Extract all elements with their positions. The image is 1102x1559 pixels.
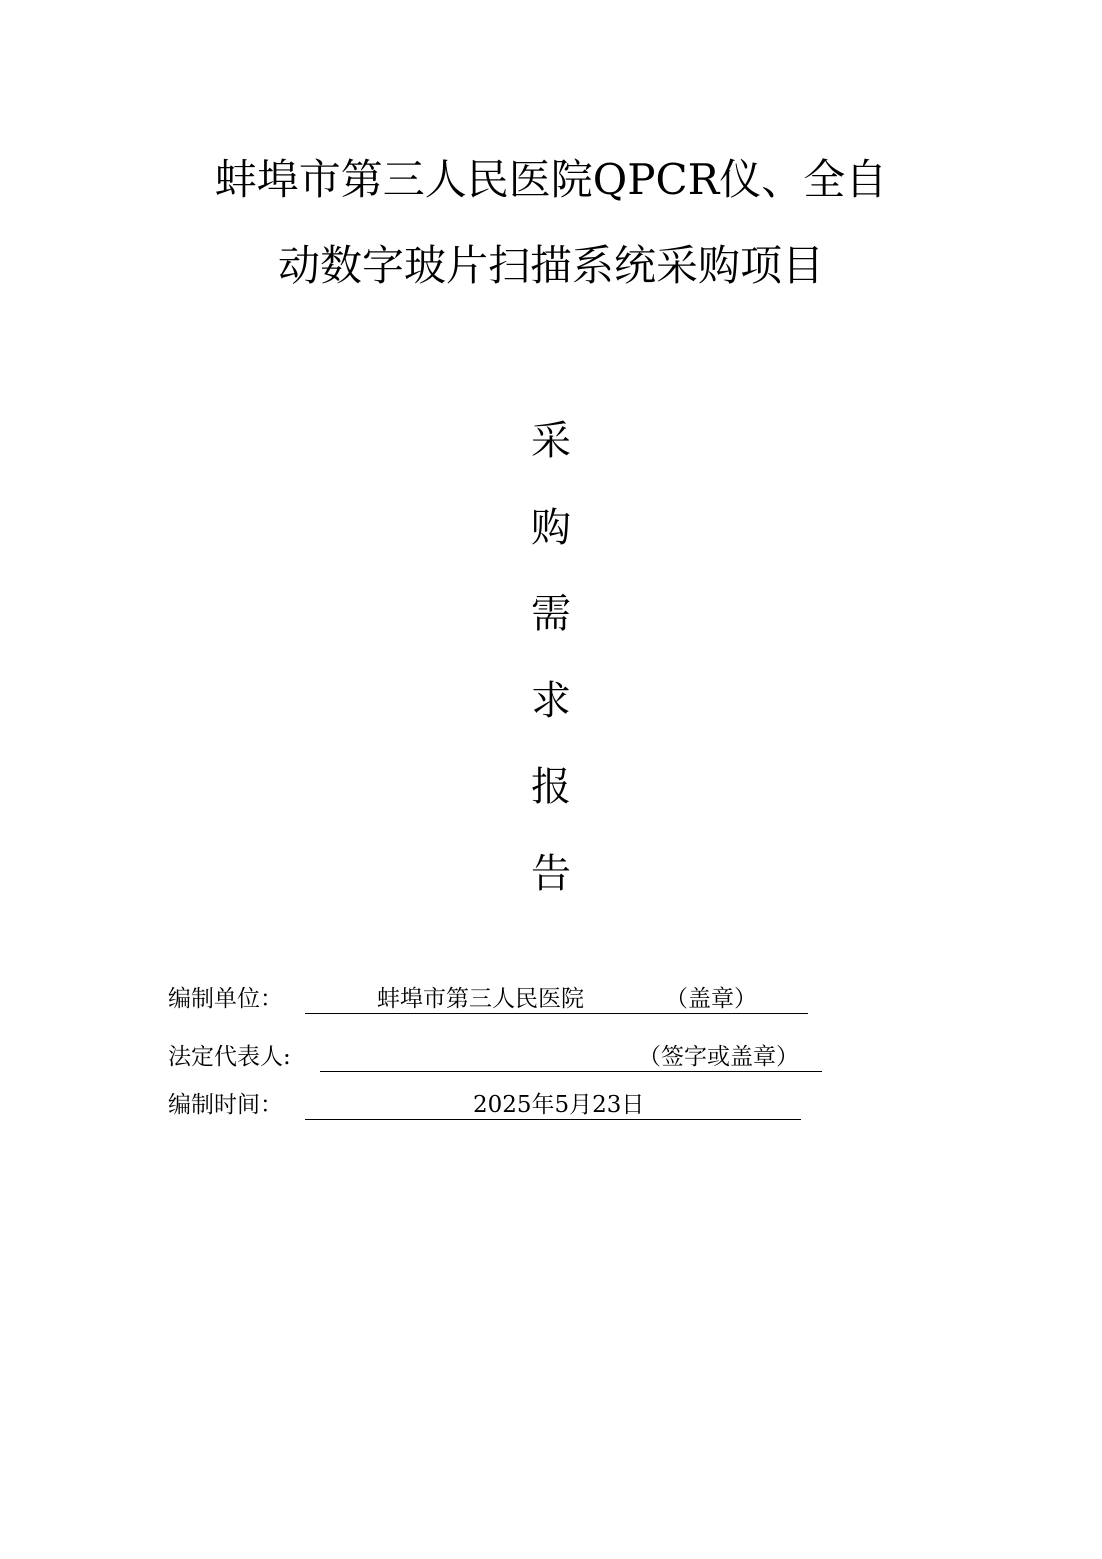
- legal-representative-signature-note: （签字或盖章）: [638, 1044, 799, 1070]
- compiling-date-field: [305, 1090, 801, 1120]
- heading-char: 购: [531, 504, 571, 551]
- heading-char: 采: [531, 418, 571, 464]
- legal-representative-field: [320, 1042, 822, 1072]
- heading-char: 告: [531, 850, 571, 897]
- heading-char: 报: [531, 764, 571, 810]
- compiling-unit-seal-note: （盖章）: [665, 986, 757, 1012]
- compiling-unit-label: 编制单位：: [168, 986, 283, 1012]
- compiling-date-value: 2025年5月23日: [473, 1092, 645, 1118]
- document-title-line-2: 动数字玻片扫描系统采购项目: [277, 241, 824, 290]
- compiling-unit-value: 蚌埠市第三人民医院: [377, 986, 584, 1012]
- document-title-line-1: 蚌埠市第三人民医院QPCR仪、全自: [214, 155, 888, 204]
- heading-char: 求: [531, 677, 571, 724]
- legal-representative-label: 法定代表人:: [168, 1044, 291, 1070]
- compiling-unit-field: [305, 984, 808, 1014]
- heading-char: 需: [531, 591, 571, 637]
- report-type-heading: [515, 413, 587, 932]
- compiling-date-label: 编制时间：: [168, 1092, 283, 1118]
